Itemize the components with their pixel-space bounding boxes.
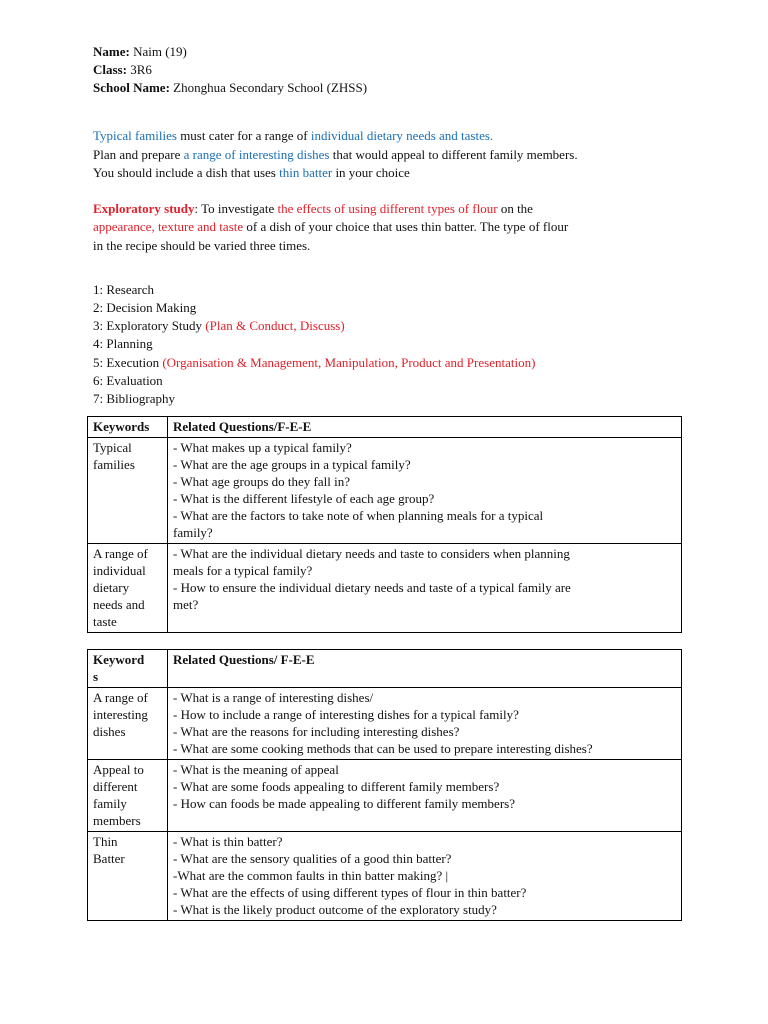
table-row	[88, 544, 682, 633]
keyword-header: Keywords	[88, 417, 168, 438]
task-text: that would appeal to different family members.	[329, 147, 578, 162]
outline-item-note: (Plan & Conduct, Discuss)	[205, 318, 345, 333]
table-header-row	[88, 417, 682, 438]
keyword-header: Keyword s	[88, 650, 168, 688]
table-row	[88, 688, 682, 760]
table-header-row	[88, 650, 682, 688]
name-value: Naim (19)	[133, 44, 187, 59]
task-text: You should include a dish that uses	[93, 165, 280, 180]
school-value: Zhonghua Secondary School (ZHSS)	[173, 80, 368, 95]
keyword-cell: Typical families	[88, 438, 168, 544]
task-line-1	[93, 127, 493, 145]
class-value: 3R6	[130, 62, 152, 77]
exploratory-text: in the recipe should be varied three times.	[93, 238, 311, 253]
outline-item-decision-making: 2: Decision Making	[93, 300, 197, 315]
questions-header: Related Questions/ F-E-E	[168, 650, 682, 688]
questions-cell: - What is the meaning of appeal - What are some foods appealing to different family members? - How can foods be made appealing to different family members?	[168, 760, 682, 832]
keywords-table-2	[87, 649, 682, 921]
exploratory-line-3	[93, 237, 310, 255]
task-line-3	[93, 164, 410, 182]
class-label: Class:	[93, 62, 127, 77]
exploratory-text: : To investigate	[194, 201, 278, 216]
exploratory-line-1	[93, 200, 533, 218]
outline-item-label: 3: Exploratory Study	[93, 318, 206, 333]
task-keyword-typical-families: Typical families	[93, 128, 177, 143]
class-line	[93, 61, 152, 79]
table-row	[88, 438, 682, 544]
task-text: in your choice	[332, 165, 410, 180]
outline-item-bibliography: 7: Bibliography	[93, 391, 175, 406]
outline-item-research: 1: Research	[93, 282, 155, 297]
task-text: must cater for a range of	[176, 128, 311, 143]
school-line	[93, 79, 367, 97]
task-keyword-thin-batter: thin batter	[279, 165, 333, 180]
task-text: Plan and prepare	[93, 147, 184, 162]
table-row	[88, 832, 682, 921]
student-name-line	[93, 43, 187, 61]
outline-item-planning: 4: Planning	[93, 336, 153, 351]
outline-item-note: (Organisation & Management, Manipulation, Product and Presentation)	[162, 355, 536, 370]
school-label: School Name:	[93, 80, 170, 95]
exploratory-text: of a dish of your choice that uses thin batter. The type of flour	[243, 219, 569, 234]
outline-item-label: 5: Execution	[93, 355, 163, 370]
name-label: Name:	[93, 44, 130, 59]
keyword-cell: A range of individual dietary needs and taste	[88, 544, 168, 633]
exploratory-line-2	[93, 218, 568, 236]
task-keyword-interesting-dishes: a range of interesting dishes	[183, 147, 330, 162]
questions-cell: - What are the individual dietary needs and taste to considers when planning meals for a typical family? - How to ensure the individual dietary needs and taste of a typical family are met?	[168, 544, 682, 633]
table-row	[88, 760, 682, 832]
questions-cell: - What is a range of interesting dishes/ - How to include a range of interesting dishes for a typical family? - What are the reasons for including interesting dishes? - What are some cooking methods that can be used to prepare interesting dishes?	[168, 688, 682, 760]
questions-cell: - What is thin batter? - What are the sensory qualities of a good thin batter? -What are the common faults in thin batter making? | - What are the effects of using different types of flour in thin batter? - What is the likely product outcome of the exploratory study?	[168, 832, 682, 921]
questions-cell: - What makes up a typical family? - What are the age groups in a typical family? - What age groups do they fall in? - What is the different lifestyle of each age group? - What are the factors to take note of when planning meals for a typical family?	[168, 438, 682, 544]
keyword-cell: Thin Batter	[88, 832, 168, 921]
outline-item-exploratory-study	[93, 317, 345, 335]
task-line-2	[93, 146, 578, 164]
outline-item-evaluation: 6: Evaluation	[93, 373, 163, 388]
exploratory-study-label: Exploratory study	[93, 201, 195, 216]
questions-header: Related Questions/F-E-E	[168, 417, 682, 438]
exploratory-keyword-attributes: appearance, texture and taste	[93, 219, 244, 234]
keyword-cell: Appeal to different family members	[88, 760, 168, 832]
task-keyword-dietary-needs: individual dietary needs and tastes.	[310, 128, 494, 143]
exploratory-text: on the	[497, 201, 533, 216]
outline-item-execution	[93, 354, 535, 372]
keywords-table-1	[87, 416, 682, 633]
keyword-cell: A range of interesting dishes	[88, 688, 168, 760]
exploratory-keyword-flour: the effects of using different types of flour	[277, 201, 498, 216]
